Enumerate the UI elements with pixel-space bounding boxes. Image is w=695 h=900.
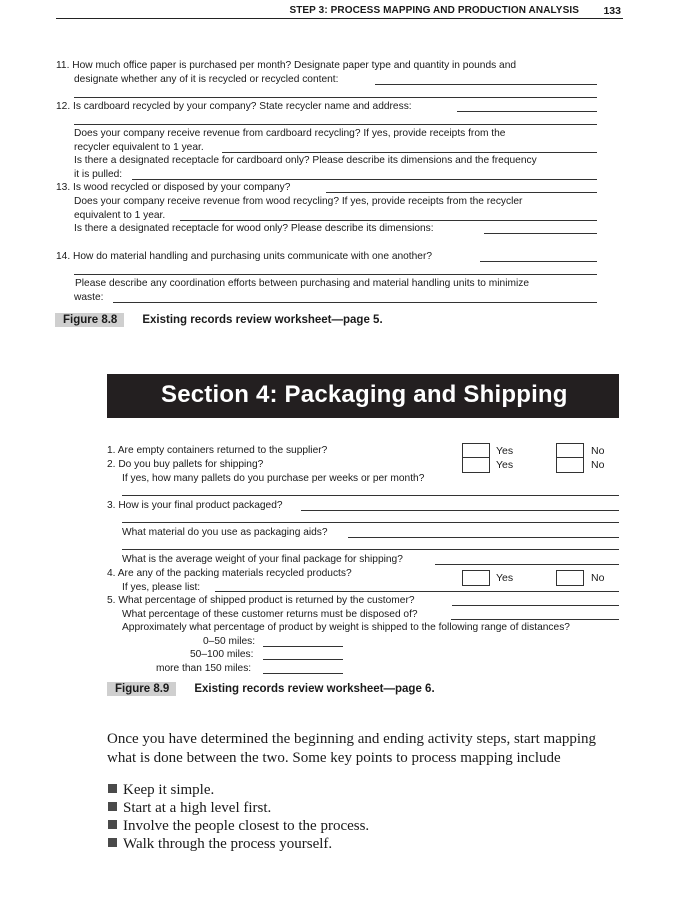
q4-no-checkbox[interactable] [556,570,584,586]
q1-no-label: No [591,445,605,457]
question-4-list: If yes, please list: [122,582,201,593]
q4-yes-label: Yes [496,572,514,584]
bullet-item [108,782,214,799]
figure-caption-text: Existing records review worksheet—page 5. [142,314,383,326]
question-12-receptacle-cont: it is pulled: [74,169,123,180]
answer-line[interactable] [122,549,619,550]
question-12-revenue: Does your company receive revenue from cardboard recycling? If yes, provide receipts from the [74,128,506,139]
running-head-title: STEP 3: PROCESS MAPPING AND PRODUCTION ANALYSIS [289,5,579,16]
question-3-aids: What material do you use as packaging aids? [122,527,328,538]
q1-yes-label: Yes [496,445,514,457]
answer-line[interactable] [263,646,343,647]
question-5-distances: Approximately what percentage of product by weight is shipped to the following range of distances? [122,622,570,633]
question-4: 4. Are any of the packing materials recycled products? [107,568,352,579]
bullet-square-icon [108,802,117,811]
question-13-revenue-cont: equivalent to 1 year. [74,210,166,221]
answer-line[interactable] [263,659,343,660]
answer-line[interactable] [74,274,597,275]
bullet-text: Start at a high level first. [123,800,272,816]
question-5: 5. What percentage of shipped product is returned by the customer? [107,595,415,606]
section-title: Section 4: Packaging and Shipping [161,381,568,408]
figure-caption-text: Existing records review worksheet—page 6. [194,683,435,695]
distance-50-100: 50–100 miles: [190,649,254,660]
bullet-text: Walk through the process yourself. [123,836,333,852]
question-12-revenue-cont: recycler equivalent to 1 year. [74,142,204,153]
bullet-square-icon [108,820,117,829]
q2-no-checkbox[interactable] [556,457,584,473]
figure-8-8-caption [55,313,383,327]
bullet-item [108,818,369,835]
question-14: 14. How do material handling and purchasing units communicate with one another? [56,251,433,262]
q4-no-label: No [591,572,605,584]
answer-line[interactable] [122,495,619,496]
question-12-receptacle: Is there a designated receptacle for cardboard only? Please describe its dimensions and the frequency [74,155,537,166]
distance-150-plus: more than 150 miles: [156,663,252,674]
question-13: 13. Is wood recycled or disposed by your company? [56,182,291,193]
answer-line[interactable] [301,510,619,511]
bullet-text: Involve the people closest to the process. [123,818,370,834]
question-3-weight: What is the average weight of your final package for shipping? [122,554,403,565]
answer-line[interactable] [132,179,597,180]
page-number: 133 [603,5,621,17]
bullet-square-icon [108,838,117,847]
distance-0-50: 0–50 miles: [203,636,256,647]
answer-line[interactable] [375,84,597,85]
answer-line[interactable] [222,152,597,153]
answer-line[interactable] [484,233,597,234]
answer-line[interactable] [457,111,597,112]
body-paragraph: Once you have determined the beginning and ending activity steps, start mapping what is done between the two. Some key points to process mapping include [107,731,597,766]
q2-yes-label: Yes [496,459,514,471]
question-1: 1. Are empty containers returned to the supplier? [107,445,328,456]
section-banner [107,374,619,418]
question-13-revenue: Does your company receive revenue from wood recycling? If yes, provide receipts from the recycler [74,196,523,207]
question-11-line-2: designate whether any of it is recycled or recycled content: [74,74,339,85]
bullet-square-icon [108,784,117,793]
figure-8-9-caption [107,682,435,696]
answer-line[interactable] [451,619,619,620]
question-3: 3. How is your final product packaged? [107,500,283,511]
bullet-item [108,800,271,817]
running-head [56,0,623,19]
question-14-coordination: Please describe any coordination efforts between purchasing and material handling units to minimize [75,278,529,289]
question-11-line-1: 11. How much office paper is purchased per month? Designate paper type and quantity in pounds and [56,60,517,71]
answer-line[interactable] [263,673,343,674]
q2-no-label: No [591,459,605,471]
q2-yes-checkbox[interactable] [462,457,490,473]
answer-line[interactable] [348,537,619,538]
answer-line[interactable] [74,97,597,98]
question-13-receptacle: Is there a designated receptacle for wood only? Please describe its dimensions: [74,223,434,234]
figure-tag: Figure 8.9 [107,682,176,696]
answer-line[interactable] [326,192,597,193]
question-12: 12. Is cardboard recycled by your company? State recycler name and address: [56,101,412,112]
answer-line[interactable] [122,522,619,523]
answer-line[interactable] [480,261,597,262]
answer-line[interactable] [452,605,619,606]
question-5-disposed: What percentage of these customer returns must be disposed of? [122,609,418,620]
bullet-text: Keep it simple. [123,782,215,798]
q4-yes-checkbox[interactable] [462,570,490,586]
answer-line[interactable] [74,124,597,125]
answer-line[interactable] [435,564,619,565]
question-2-pallets: If yes, how many pallets do you purchase per weeks or per month? [122,473,425,484]
answer-line[interactable] [215,591,619,592]
question-14-coordination-cont: waste: [74,292,104,303]
bullet-item [108,836,332,853]
answer-line[interactable] [113,302,597,303]
question-2: 2. Do you buy pallets for shipping? [107,459,264,470]
figure-tag: Figure 8.8 [55,313,124,327]
answer-line[interactable] [180,220,597,221]
